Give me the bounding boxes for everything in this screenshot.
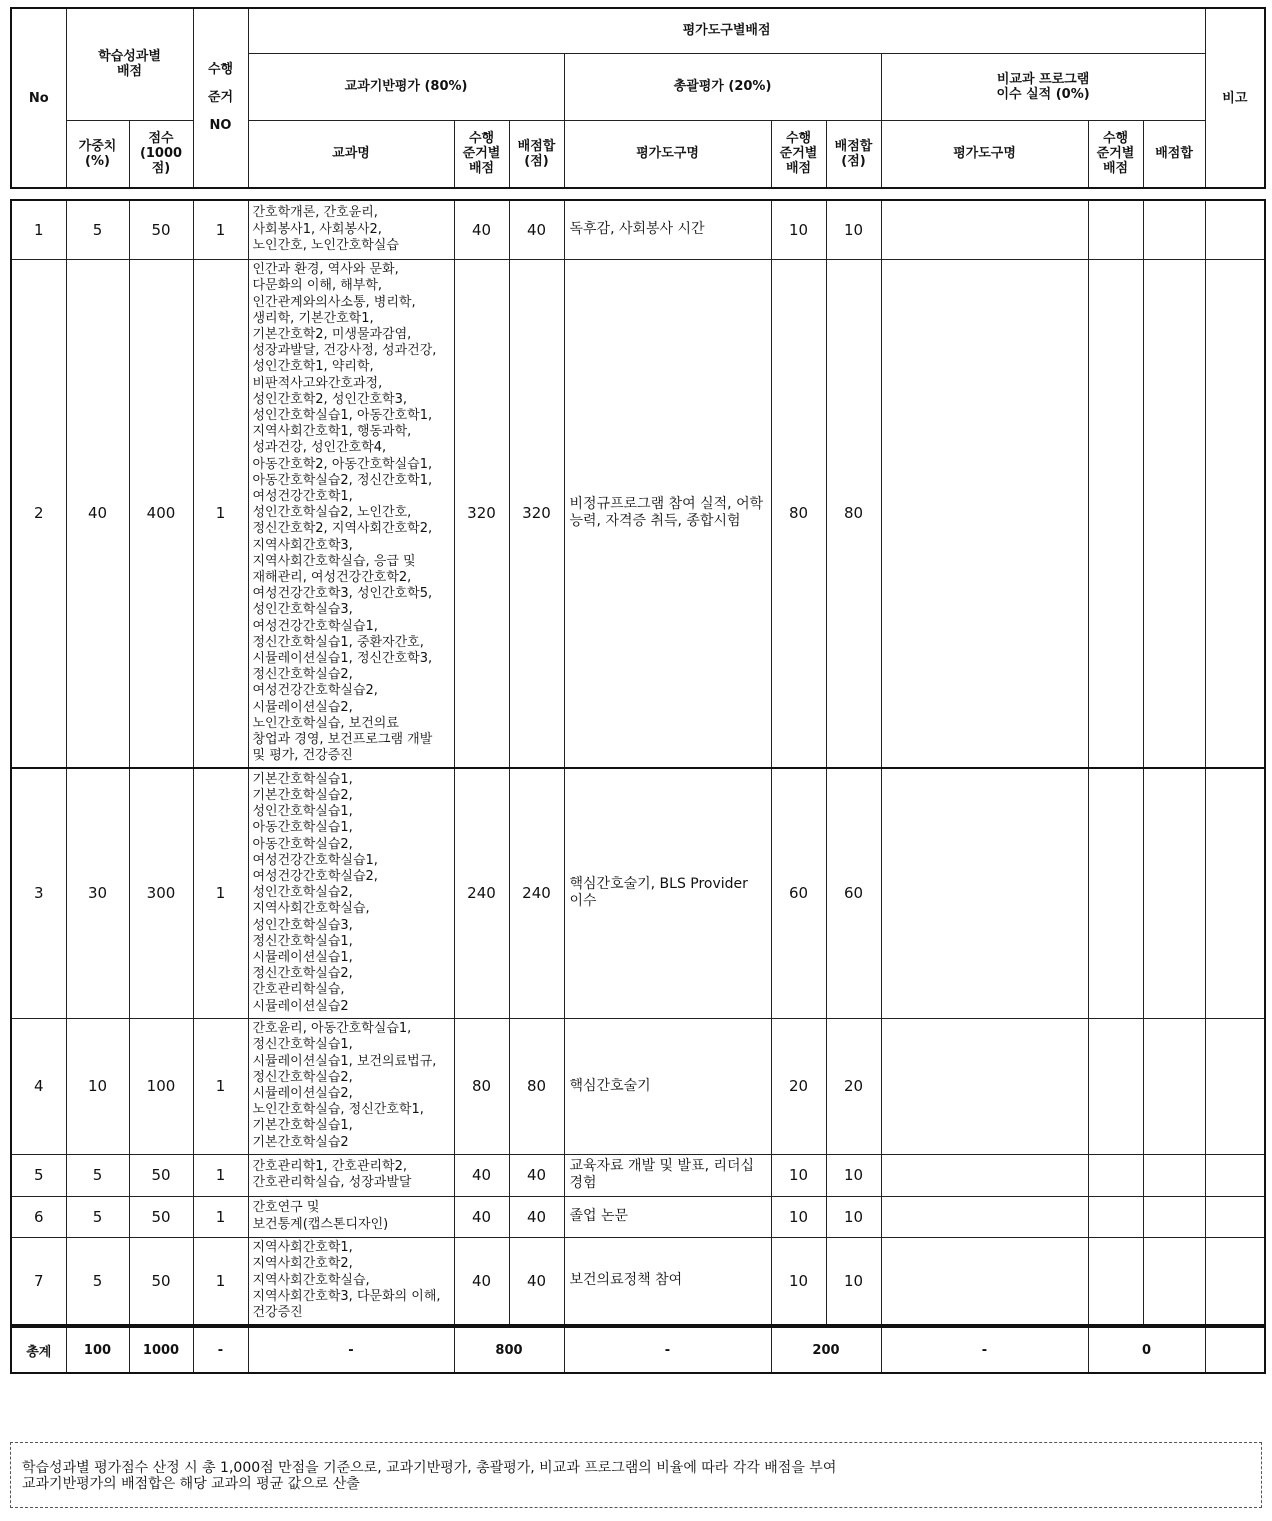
totals-criteria: - [193, 1327, 248, 1373]
header-outcome-group: 학습성과별 배점 [66, 8, 193, 120]
row-score: 400 [129, 259, 193, 768]
row-weight: 10 [66, 1018, 129, 1154]
row-weight: 5 [66, 200, 129, 259]
row-course-sum: 320 [509, 259, 564, 768]
header-tool-name: 평가도구명 [564, 120, 771, 188]
row-tool-criteria: 10 [771, 200, 826, 259]
row-courses: 간호연구 및 보건통계(캡스톤디자인) [248, 1196, 454, 1237]
row-course-sum: 40 [509, 200, 564, 259]
header-course-sum: 배점합 (점) [509, 120, 564, 188]
row-score: 50 [129, 1154, 193, 1196]
row-criteria: 1 [193, 200, 248, 259]
header-tool-sum: 배점합 (점) [826, 120, 881, 188]
row-tool-sum: 10 [826, 1154, 881, 1196]
row-courses: 간호윤리, 아동간호학실습1, 정신간호학실습1, 시뮬레이션실습1, 보건의료법규, 정신간호학실습2, 시뮬레이션실습2, 노인간호학실습, 정신간호학1, 기본간호학실습1, 기본간호학실습2 [248, 1018, 454, 1154]
row-course-sum: 40 [509, 1237, 564, 1325]
row-extra-criteria [1088, 1196, 1143, 1237]
row-tool: 핵심간호술기, BLS Provider 이수 [564, 768, 771, 1018]
header-extra-criteria: 수행 준거별 배점 [1088, 120, 1143, 188]
row-courses: 인간과 환경, 역사와 문화, 다문화의 이해, 해부학, 인간관계와의사소통, 병리학, 생리학, 기본간호학1, 기본간호학2, 미생물과감염, 성장과발달, 건강사정, 성과건강, 성인간호학1, 약리학, 비판적사고와간호과정, 성인간호학2, 성인간호학3, 성인간호학실습1, 아동간호학1, 지역사회간호학1, 행동과학, 성과건강, 성인간호학4, 아동간호학2, 아동간호학실습1, 아동간호학실습2, 정신간호학1, 여성건강간호학1, 성인간호학실습2, 노인간호, 정신간호학2, 지역사회간호학2, 지역사회간호학3, 지역사회간호학실습, 응급 및 재해관리, 여성건강간호학2, 여성건강간호학3, 성인간호학5, 성인간호학실습3, 여성건강간호학실습1, 정신간호학실습1, 중환자간호, 시뮬레이션실습1, 정신간호학3, 정신간호학실습2, 여성건강간호학실습2, 시뮬레이션실습2, 노인간호학실습, 보건의료 창업과 경영, 보건프로그램 개발 및 평가, 건강증진 [248, 259, 454, 768]
header-course-name: 교과명 [248, 120, 454, 188]
totals-extra-tool: - [881, 1327, 1088, 1373]
row-no: 2 [11, 259, 66, 768]
row-extra-criteria [1088, 1018, 1143, 1154]
row-course-criteria: 80 [454, 1018, 509, 1154]
row-extra-sum [1143, 1237, 1205, 1325]
row-no: 3 [11, 768, 66, 1018]
row-course-sum: 40 [509, 1154, 564, 1196]
row-tool-criteria: 10 [771, 1196, 826, 1237]
row-remark [1205, 1154, 1265, 1196]
row-remark [1205, 1196, 1265, 1237]
row-extra-sum [1143, 200, 1205, 259]
row-criteria: 1 [193, 1154, 248, 1196]
table-row [11, 1018, 1265, 1154]
row-weight: 5 [66, 1237, 129, 1325]
row-tool-sum: 10 [826, 1237, 881, 1325]
footnote-line-2: 교과기반평가의 배점합은 해당 교과의 평균 값으로 산출 [22, 1476, 360, 1492]
row-tool-criteria: 80 [771, 259, 826, 768]
row-tool-sum: 10 [826, 1196, 881, 1237]
row-tool-sum: 20 [826, 1018, 881, 1154]
row-extra-tool [881, 768, 1088, 1018]
footnote-line-1: 학습성과별 평가점수 산정 시 총 1,000점 만점을 기준으로, 교과기반평가, 총괄평가, 비교과 프로그램의 비율에 따라 각각 배점을 부여 [22, 1460, 837, 1476]
row-course-sum: 40 [509, 1196, 564, 1237]
row-course-criteria: 40 [454, 1154, 509, 1196]
totals-weight: 100 [66, 1327, 129, 1373]
row-tool-criteria: 20 [771, 1018, 826, 1154]
header-remarks: 비고 [1205, 8, 1265, 188]
header-course-eval: 교과기반평가 (80%) [248, 53, 564, 120]
row-tool-criteria: 10 [771, 1154, 826, 1196]
row-extra-tool [881, 1237, 1088, 1325]
row-extra-criteria [1088, 200, 1143, 259]
row-extra-tool [881, 1196, 1088, 1237]
row-score: 50 [129, 200, 193, 259]
header-course-criteria: 수행 준거별 배점 [454, 120, 509, 188]
row-score: 50 [129, 1196, 193, 1237]
row-criteria: 1 [193, 1237, 248, 1325]
row-no: 4 [11, 1018, 66, 1154]
row-score: 300 [129, 768, 193, 1018]
row-tool: 졸업 논문 [564, 1196, 771, 1237]
row-course-criteria: 40 [454, 1237, 509, 1325]
row-extra-sum [1143, 259, 1205, 768]
header-weight: 가중치 (%) [66, 120, 129, 188]
row-remark [1205, 200, 1265, 259]
row-weight: 40 [66, 259, 129, 768]
totals-score: 1000 [129, 1327, 193, 1373]
table-row [11, 1154, 1265, 1196]
row-score: 50 [129, 1237, 193, 1325]
row-course-criteria: 40 [454, 1196, 509, 1237]
table-row [11, 200, 1265, 259]
totals-courses: - [248, 1327, 454, 1373]
row-remark [1205, 1237, 1265, 1325]
row-tool-criteria: 10 [771, 1237, 826, 1325]
totals-table [10, 1326, 1266, 1374]
row-tool-sum: 60 [826, 768, 881, 1018]
row-extra-sum [1143, 1196, 1205, 1237]
row-tool-sum: 10 [826, 200, 881, 259]
row-extra-tool [881, 259, 1088, 768]
row-weight: 5 [66, 1196, 129, 1237]
row-course-criteria: 240 [454, 768, 509, 1018]
row-extra-tool [881, 200, 1088, 259]
row-course-criteria: 40 [454, 200, 509, 259]
row-tool: 독후감, 사회봉사 시간 [564, 200, 771, 259]
row-tool-criteria: 60 [771, 768, 826, 1018]
row-criteria: 1 [193, 259, 248, 768]
row-courses: 기본간호학실습1, 기본간호학실습2, 성인간호학실습1, 아동간호학실습1, 아동간호학실습2, 여성건강간호학실습1, 여성건강간호학실습2, 성인간호학실습2, 지역사회간호학실습, 성인간호학실습3, 정신간호학실습1, 시뮬레이션실습1, 정신간호학실습2, 간호관리학실습, 시뮬레이션실습2 [248, 768, 454, 1018]
row-extra-tool [881, 1018, 1088, 1154]
row-criteria: 1 [193, 1196, 248, 1237]
header-extra-tool-name: 평가도구명 [881, 120, 1088, 188]
totals-tool-total: 200 [771, 1327, 881, 1373]
row-no: 7 [11, 1237, 66, 1325]
table-row [11, 1196, 1265, 1237]
header-summative-eval: 총괄평가 (20%) [564, 53, 881, 120]
row-weight: 30 [66, 768, 129, 1018]
totals-tool: - [564, 1327, 771, 1373]
row-no: 6 [11, 1196, 66, 1237]
header-extra-eval: 비교과 프로그램 이수 실적 (0%) [881, 53, 1205, 120]
header-criteria-no: 수행 준거 NO [193, 8, 248, 188]
body-table [10, 199, 1266, 1326]
row-course-criteria: 320 [454, 259, 509, 768]
header-tool-group: 평가도구별배점 [248, 8, 1205, 53]
table-row [11, 259, 1265, 768]
row-tool: 보건의료정책 참여 [564, 1237, 771, 1325]
header-table [10, 7, 1266, 189]
totals-remark [1205, 1327, 1265, 1373]
row-no: 5 [11, 1154, 66, 1196]
row-course-sum: 80 [509, 1018, 564, 1154]
row-extra-tool [881, 1154, 1088, 1196]
row-no: 1 [11, 200, 66, 259]
totals-extra-total: 0 [1088, 1327, 1205, 1373]
row-extra-sum [1143, 1018, 1205, 1154]
row-course-sum: 240 [509, 768, 564, 1018]
row-criteria: 1 [193, 1018, 248, 1154]
footnote-box [10, 1442, 1262, 1508]
row-extra-criteria [1088, 1154, 1143, 1196]
row-tool: 비정규프로그램 참여 실적, 어학 능력, 자격증 취득, 종합시험 [564, 259, 771, 768]
row-extra-sum [1143, 1154, 1205, 1196]
row-tool: 핵심간호술기 [564, 1018, 771, 1154]
totals-course-total: 800 [454, 1327, 564, 1373]
row-extra-sum [1143, 768, 1205, 1018]
header-score: 점수 (1000점) [129, 120, 193, 188]
totals-row [11, 1327, 1265, 1373]
row-remark [1205, 1018, 1265, 1154]
totals-label: 총계 [11, 1327, 66, 1373]
header-extra-sum: 배점합 [1143, 120, 1205, 188]
row-score: 100 [129, 1018, 193, 1154]
table-row [11, 768, 1265, 1018]
row-tool-sum: 80 [826, 259, 881, 768]
row-extra-criteria [1088, 259, 1143, 768]
row-weight: 5 [66, 1154, 129, 1196]
row-criteria: 1 [193, 768, 248, 1018]
header-no: No [11, 8, 66, 188]
row-courses: 지역사회간호학1, 지역사회간호학2, 지역사회간호학실습, 지역사회간호학3, 다문화의 이해, 건강증진 [248, 1237, 454, 1325]
row-courses: 간호관리학1, 간호관리학2, 간호관리학실습, 성장과발달 [248, 1154, 454, 1196]
row-remark [1205, 768, 1265, 1018]
row-extra-criteria [1088, 768, 1143, 1018]
table-row [11, 1237, 1265, 1325]
row-extra-criteria [1088, 1237, 1143, 1325]
row-tool: 교육자료 개발 및 발표, 리더십 경험 [564, 1154, 771, 1196]
row-courses: 간호학개론, 간호윤리, 사회봉사1, 사회봉사2, 노인간호, 노인간호학실습 [248, 200, 454, 259]
header-tool-criteria: 수행 준거별 배점 [771, 120, 826, 188]
row-remark [1205, 259, 1265, 768]
